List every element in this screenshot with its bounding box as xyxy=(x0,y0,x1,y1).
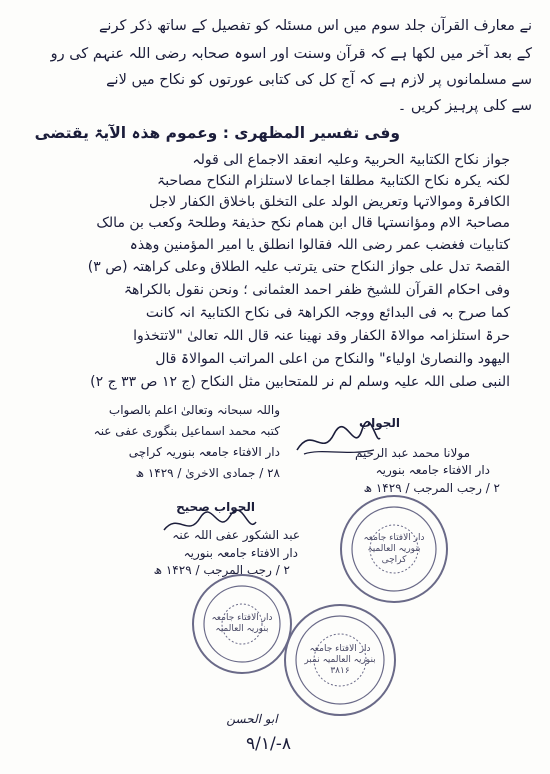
footer-number: ۹/۱/-۸ xyxy=(246,734,291,754)
text-line-8: مصاحبۃ الام ومؤانستہا قال ابن ھمام نکح حذیفۃ وطلحۃ وکعب بن مالک xyxy=(96,215,510,231)
seal-stamp-1 xyxy=(338,493,450,605)
seal-stamp-1-text: دار الافتاء جامعہ بنوریہ العالمیہ کراچی xyxy=(363,532,425,565)
right-signature-office: دار الافتاء جامعہ بنوریہ xyxy=(375,463,490,477)
text-line-2: کے بعد آخر میں لکھا ہے کہ قرآن وسنت اور اسوہ صحابہ رضی اللہ عنہم کی رو xyxy=(50,46,532,62)
seal-stamp-3 xyxy=(282,602,398,718)
right-signature-name: مولانا محمد عبد الرحیم xyxy=(354,446,470,460)
text-line-7: الکافرۃ وموالاتہا وتعریض الولد علی التخلق باخلاق الکفار لاجل xyxy=(149,194,510,210)
closing-line-3: دار الافتاء جامعہ بنوریہ کراچی xyxy=(128,445,280,459)
text-line-3: سے مسلمانوں پر لازم ہے کہ آج کل کی کتابی عورتوں کو نکاح میں لانے xyxy=(106,72,532,88)
text-line-12: کما صرح بہ فی البدائع ووجہ الکراھۃ فی نکاح الکتابیۃ انہ کانت xyxy=(145,305,510,321)
seal-stamp-2 xyxy=(190,572,294,676)
left-signature-date: ۲ / رجب المرجب / ۱۴۲۹ ھ xyxy=(153,563,290,577)
closing-line-2: کتبہ محمد اسماعیل بنگوری عفی عنہ xyxy=(93,424,280,438)
text-line-15: النبی صلی اللہ علیہ وسلم لم نر للمتحابین مثل النکاح (ج ۱۲ ص ۳۳ ج ۲) xyxy=(90,374,510,390)
text-line-6: لکنہ یکرہ نکاح الکتابیۃ مطلقا اجماعا لاستلزام النکاح مصاحبۃ xyxy=(157,173,510,189)
left-signature-name: عبد الشکور عفی اللہ عنہ xyxy=(172,528,300,542)
section-heading: وفی تفسیر المظھری : وعموم ھذہ الآیۃ یقتضی xyxy=(34,124,400,142)
left-signature-title: الجواب صحیح xyxy=(176,500,255,514)
closing-line-1: واللہ سبحانہ وتعالیٰ اعلم بالصواب xyxy=(108,403,280,417)
right-signature-title: الجواب xyxy=(359,416,400,430)
text-line-1: نے معارف القرآن جلد سوم میں اس مسئلہ کو تفصیل کے ساتھ ذکر کرنے xyxy=(98,18,532,34)
text-line-4: سے کلی پرہیز کریں ۔ xyxy=(397,98,532,114)
text-line-13: حرۃ استلزامہ موالاۃ الکفار وقد نھینا عنہ قال اللہ تعالیٰ "لاتتخذوا xyxy=(133,328,510,344)
left-signature-office: دار الافتاء جامعہ بنوریہ xyxy=(183,546,298,560)
text-line-10: القصۃ تدل علی جواز النکاح حتی یترتب علیہ الطلاق وعلی کراھتہ (ص ۳) xyxy=(87,259,510,275)
text-line-14: الیھود والنصاریٰ اولیاء" والنکاح من اعلی المراتب الموالاۃ قال xyxy=(155,351,510,367)
seal-stamp-2-text: دار الافتاء جامعہ بنوریہ العالمیہ xyxy=(211,613,273,634)
seal-stamp-3-text: دار الافتاء جامعہ بنوریہ العالمیہ نمبر ۳۸۱۶ xyxy=(304,643,376,676)
text-line-5: جواز نکاح الکتابیۃ الحربیۃ وعلیہ انعقد الاجماع الی قولہ xyxy=(192,152,510,168)
text-line-9: کتابیات فغضب عمر رضی اللہ فقالوا انطلق یا امیر المؤمنین وھذہ xyxy=(129,237,510,253)
right-signature-date: ۲ / رجب المرجب / ۱۴۲۹ ھ xyxy=(363,481,500,495)
bottom-signature: ابو الحسن xyxy=(226,712,278,726)
closing-line-4: ۲۸ / جمادی الاخریٰ / ۱۴۲۹ ھ xyxy=(135,466,280,480)
text-line-11: وفی احکام القرآن للشیخ ظفر احمد العثمانی ؛ ونحن نقول بالکراھۃ xyxy=(123,282,510,298)
